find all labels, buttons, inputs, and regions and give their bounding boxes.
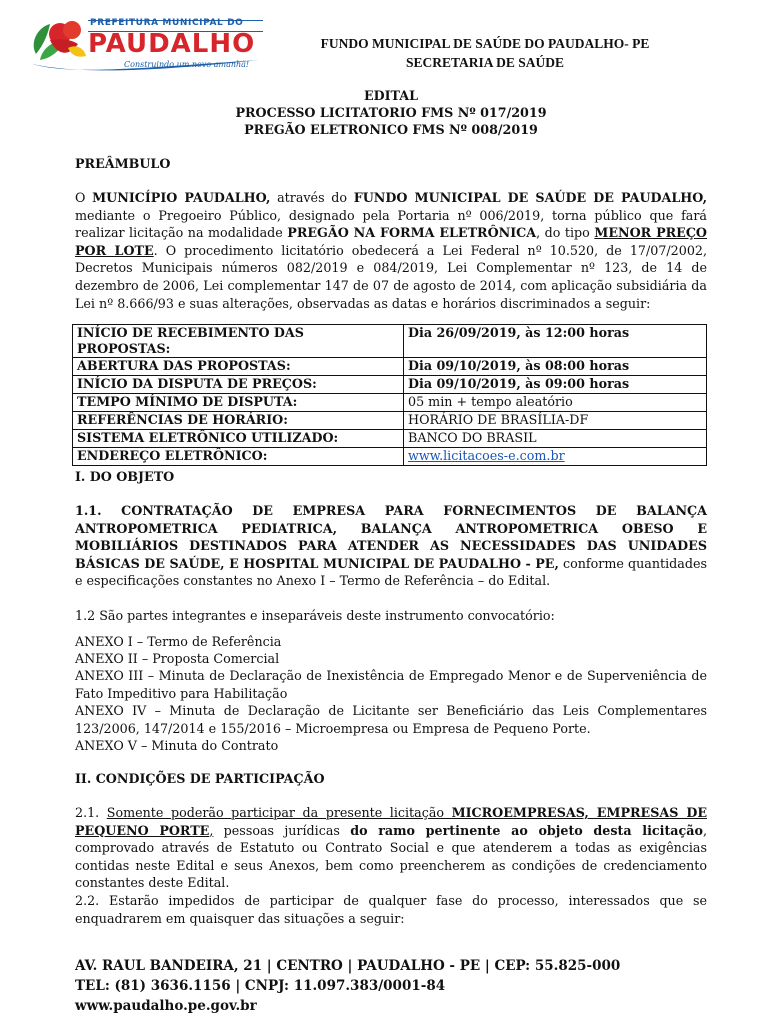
anexo-4: ANEXO IV – Minuta de Declaração de Licitante ser Beneficiário das Leis Complementares 123/2006, 147/2014 e 155/2016 – Microempresa ou Empresa de Pequeno Porte. — [75, 703, 707, 736]
objeto-paragraph: 1.1. CONTRATAÇÃO DE EMPRESA PARA FORNECIMENTOS DE BALANÇA ANTROPOMETRICA PEDIATRICA, BALANÇA ANTROPOMETRICA OBESO E MOBILIÁRIOS DESTINADOS PARA ATENDER AS NECESSIDADES DAS UNIDADES BÁSICAS DE SAÚDE, E HOSPITAL MUNICIPAL DE PAUDALHO - PE, conforme quantidades e especificações constantes no Anexo I – Termo de Referência – do Edital. — [75, 503, 708, 589]
title-edital: EDITAL — [363, 88, 419, 103]
participacao-paragraph-2: 2.2. Estarão impedidos de participar de qualquer fase do processo, interessados que se enquadrarem em quaisquer das situações a seguir: — [75, 893, 707, 926]
participacao-heading: II. CONDIÇÕES DE PARTICIPAÇÃO — [75, 771, 325, 786]
schedule-value: Dia 26/09/2019, às 12:00 horas — [404, 325, 707, 358]
footer-contact: TEL: (81) 3636.1156 | CNPJ: 11.097.383/0001-84 — [75, 978, 446, 994]
licitacoes-link[interactable]: www.licitacoes-e.com.br — [408, 448, 565, 463]
page-footer — [75, 956, 620, 1016]
schedule-value: Dia 09/10/2019, às 09:00 horas — [404, 376, 707, 394]
header-fund-name: FUNDO MUNICIPAL DE SAÚDE DO PAUDALHO- PE — [320, 36, 650, 51]
schedule-value: BANCO DO BRASIL — [404, 430, 707, 448]
schedule-value: 05 min + tempo aleatório — [404, 394, 707, 412]
prefeitura-logo — [28, 14, 268, 76]
table-row — [73, 325, 707, 358]
table-row — [73, 412, 707, 430]
table-row — [73, 376, 707, 394]
schedule-value-cell — [404, 448, 707, 466]
schedule-label: INÍCIO DE RECEBIMENTO DAS PROPOSTAS: — [73, 325, 404, 358]
footer-website[interactable]: www.paudalho.pe.gov.br — [75, 998, 257, 1014]
table-row — [73, 394, 707, 412]
schedule-label: ABERTURA DAS PROPOSTAS: — [73, 358, 404, 376]
preambulo-heading: PREÂMBULO — [75, 156, 171, 171]
schedule-label: INÍCIO DA DISPUTA DE PREÇOS: — [73, 376, 404, 394]
logo-name: PAUDALHO — [88, 29, 256, 59]
schedule-label: ENDEREÇO ELETRÔNICO: — [73, 448, 404, 466]
logo-top-text: PREFEITURA MUNICIPAL DO — [90, 18, 244, 28]
anexo-5: ANEXO V – Minuta do Contrato — [75, 738, 279, 753]
footer-address: AV. RAUL BANDEIRA, 21 | CENTRO | PAUDALHO - PE | CEP: 55.825-000 — [75, 958, 621, 974]
schedule-label: REFERÊNCIAS DE HORÁRIO: — [73, 412, 404, 430]
table-row — [73, 358, 707, 376]
anexo-3: ANEXO III – Minuta de Declaração de Inexistência de Empregado Menor e de Superveniência de Fato Impeditivo para Habilitação — [75, 668, 707, 701]
partes-integrantes: 1.2 São partes integrantes e inseparáveis deste instrumento convocatório: — [75, 608, 555, 623]
schedule-label: SISTEMA ELETRÔNICO UTILIZADO: — [73, 430, 404, 448]
schedule-table — [72, 324, 707, 466]
preambulo-paragraph: O MUNICÍPIO PAUDALHO, através do FUNDO MUNICIPAL DE SAÚDE DE PAUDALHO, mediante o Pregoeiro Público, designado pela Portaria nº 006/2019, torna público que fará realizar licitação na modalidade PREGÃO NA FORMA ELETRÔNICA, do tipo MENOR PREÇO POR LOTE. O procedimento licitatório obedecerá a Lei Federal nº 10.520, de 17/07/2002, Decretos Municipais números 082/2019 e 084/2019, Lei Complementar nº 123, de 14 de dezembro de 2006, Lei complementar 147 de 07 de agosto de 2014, com aplicação subsidiária da Lei nº 8.666/93 e suas alterações, observadas as datas e horários discriminados a seguir: — [75, 190, 708, 311]
objeto-heading: I. DO OBJETO — [75, 469, 175, 484]
anexo-2: ANEXO II – Proposta Comercial — [75, 651, 280, 666]
table-row — [73, 430, 707, 448]
schedule-value: HORÁRIO DE BRASÍLIA-DF — [404, 412, 707, 430]
title-pregao: PREGÃO ELETRONICO FMS Nº 008/2019 — [244, 122, 538, 137]
schedule-value: Dia 09/10/2019, às 08:00 horas — [404, 358, 707, 376]
schedule-label: TEMPO MÍNIMO DE DISPUTA: — [73, 394, 404, 412]
logo-slogan: Construindo um novo amanhã! — [124, 60, 250, 69]
title-processo: PROCESSO LICITATORIO FMS Nº 017/2019 — [235, 105, 547, 120]
header-secretaria: SECRETARIA DE SAÚDE — [405, 55, 565, 70]
table-row — [73, 448, 707, 466]
anexo-1: ANEXO I – Termo de Referência — [75, 634, 282, 649]
participacao-paragraph-1: 2.1. Somente poderão participar da presente licitação MICROEMPRESAS, EMPRESAS DE PEQUENO PORTE, pessoas jurídicas do ramo pertinente ao objeto desta licitação, comprovado através de Estatuto ou Contrato Social e que atenderem a todas as exigências contidas neste Edital e seus Anexos, bem como preencherem as condições de credenciamento constantes deste Edital. — [75, 805, 707, 891]
